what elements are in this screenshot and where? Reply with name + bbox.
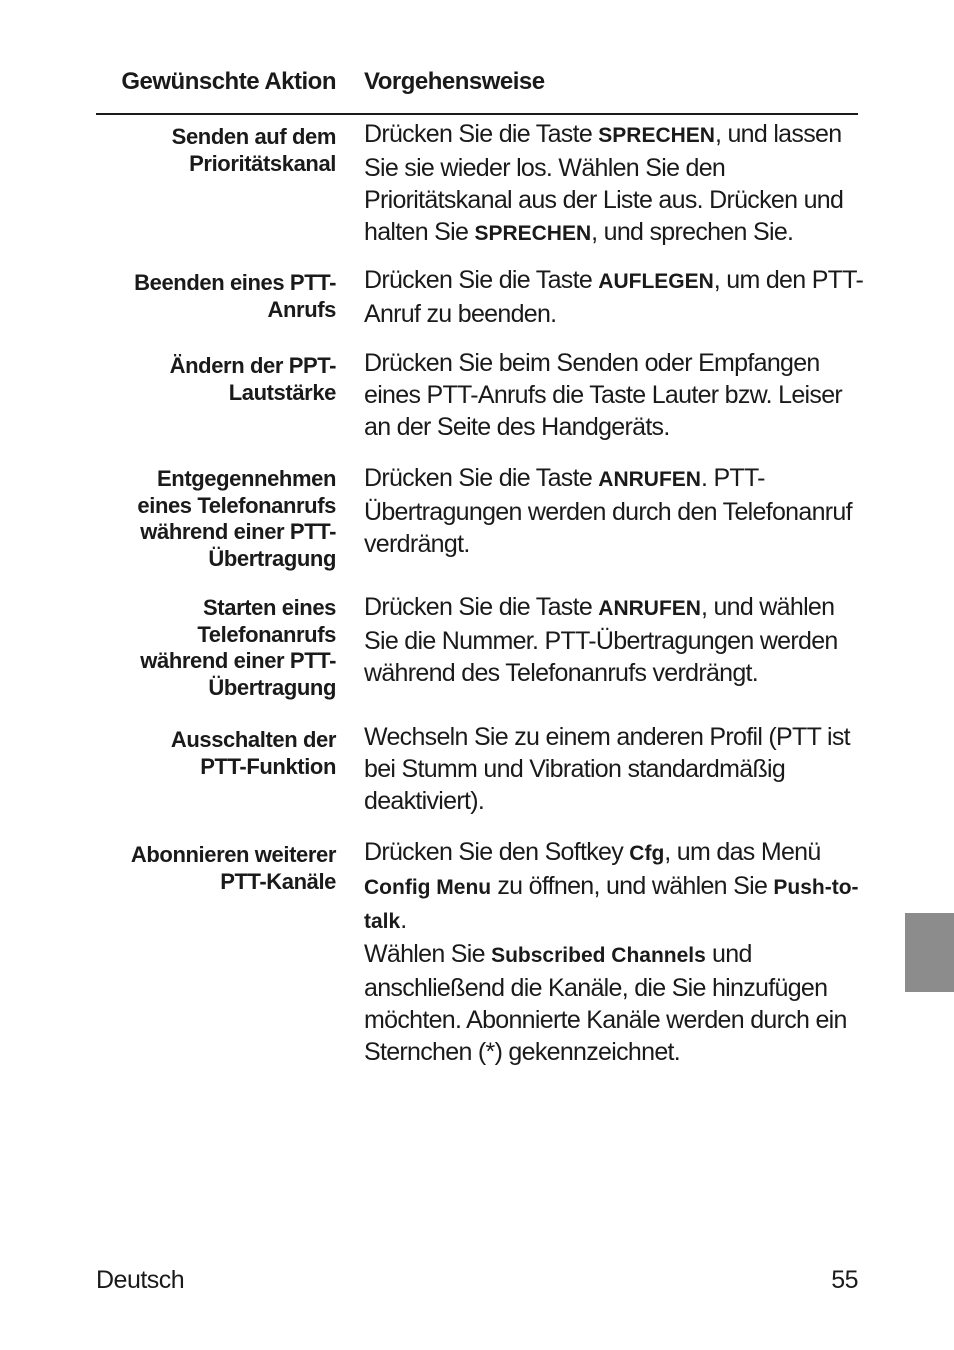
row-procedure	[364, 836, 858, 1068]
procedure-line	[364, 347, 858, 379]
row-action-line: PTT-Funktion	[200, 753, 336, 779]
row-action-line: Ändern der PPT-	[169, 353, 336, 378]
procedure-text: während des Telefonanrufs verdrängt.	[364, 659, 759, 687]
row-procedure	[364, 347, 858, 443]
procedure-line	[364, 298, 858, 330]
procedure-text: eines PTT-Anrufs die Taste Lauter bzw. Leiser	[364, 381, 843, 409]
row-action-line: Ausschalten der	[170, 727, 336, 752]
page-number: 55	[831, 1266, 858, 1294]
row-action-line: Beenden eines PTT-	[134, 270, 336, 295]
procedure-text: . PTT-	[700, 464, 765, 492]
key-label: Cfg	[629, 842, 665, 865]
row-action-line: Abonnieren weiterer	[130, 842, 336, 867]
row-action-line: Senden auf dem	[171, 124, 336, 149]
procedure-text: an der Seite des Handgeräts.	[364, 413, 670, 441]
procedure-line	[364, 657, 858, 689]
procedure-line	[364, 836, 858, 870]
procedure-text: Drücken Sie die Taste	[364, 266, 599, 294]
procedure-line	[364, 411, 858, 443]
procedure-text: Anruf zu beenden.	[364, 300, 557, 328]
header-desired-action: Gewünschte Aktion	[121, 68, 336, 95]
key-label: SPRECHEN	[474, 222, 592, 245]
row-action	[96, 124, 336, 177]
procedure-line	[364, 904, 858, 938]
key-label: ANRUFEN	[598, 468, 701, 491]
procedure-text: , und sprechen Sie.	[591, 218, 794, 246]
row-action	[96, 353, 336, 406]
row-action-line: während einer PTT-	[140, 648, 336, 673]
procedure-text: Drücken Sie den Softkey	[364, 838, 630, 866]
procedure-line	[364, 625, 858, 657]
procedure-line	[364, 118, 858, 152]
procedure-line	[364, 972, 858, 1004]
row-action-line: Telefonanrufs	[197, 621, 336, 647]
procedure-line	[364, 462, 858, 496]
procedure-line	[364, 184, 858, 216]
procedure-text: Drücken Sie die Taste	[364, 464, 599, 492]
procedure-line	[364, 1036, 858, 1068]
footer-language: Deutsch	[96, 1266, 185, 1294]
procedure-text: , um den PTT-	[713, 266, 864, 294]
procedure-line	[364, 1004, 858, 1036]
row-action-line: Starten eines	[203, 595, 336, 620]
row-action-line: eines Telefonanrufs	[137, 492, 336, 518]
row-procedure	[364, 591, 858, 689]
procedure-text: , und lassen	[714, 120, 842, 148]
row-action-line: Prioritätskanal	[189, 150, 336, 176]
procedure-text: deaktiviert).	[364, 787, 485, 815]
key-label: talk	[364, 910, 401, 933]
header-procedure: Vorgehensweise	[364, 68, 545, 95]
table-header	[96, 66, 858, 106]
procedure-line	[364, 152, 858, 184]
procedure-text: Übertragungen werden durch den Telefonanruf	[364, 498, 852, 526]
procedure-line	[364, 870, 858, 904]
row-action	[96, 595, 336, 701]
procedure-text: Wechseln Sie zu einem anderen Profil (PTT ist	[364, 723, 850, 751]
key-label: Subscribed Channels	[491, 944, 706, 967]
key-label: Push-to-	[773, 876, 859, 899]
procedure-text: Sie die Nummer. PTT-Übertragungen werden	[364, 627, 838, 655]
row-action	[96, 727, 336, 780]
key-label: Config Menu	[364, 876, 492, 899]
procedure-line	[364, 496, 858, 528]
procedure-text: , um das Menü	[664, 838, 821, 866]
procedure-text: verdrängt.	[364, 530, 470, 558]
procedure-line	[364, 528, 858, 560]
row-action	[96, 270, 336, 323]
row-procedure	[364, 721, 858, 817]
row-action-line: während einer PTT-	[140, 519, 336, 544]
row-action	[96, 842, 336, 895]
section-tab-marker	[905, 913, 954, 992]
row-action-line: Übertragung	[208, 545, 336, 571]
procedure-line	[364, 591, 858, 625]
row-procedure	[364, 118, 858, 250]
procedure-line	[364, 753, 858, 785]
procedure-text: Drücken Sie beim Senden oder Empfangen	[364, 349, 820, 377]
procedure-text: zu öffnen, und wählen Sie	[491, 872, 774, 900]
procedure-text: Prioritätskanal aus der Liste aus. Drücken und	[364, 186, 844, 214]
row-action-line: Entgegennehmen	[157, 466, 336, 491]
procedure-text: Sie sie wieder los. Wählen Sie den	[364, 154, 726, 182]
key-label: ANRUFEN	[598, 597, 701, 620]
row-action-line: Übertragung	[208, 674, 336, 700]
procedure-text: Drücken Sie die Taste	[364, 120, 599, 148]
procedure-line	[364, 785, 858, 817]
procedure-text: Sternchen (*) gekennzeichnet.	[364, 1038, 681, 1066]
procedure-line	[364, 264, 864, 298]
key-label: AUFLEGEN	[598, 270, 714, 293]
header-divider	[96, 113, 858, 115]
procedure-text: halten Sie	[364, 218, 475, 246]
procedure-line	[364, 938, 858, 972]
row-action-line: PTT-Kanäle	[220, 868, 336, 894]
row-procedure	[364, 462, 858, 560]
procedure-text: anschließend die Kanäle, die Sie hinzufügen	[364, 974, 828, 1002]
procedure-text: bei Stumm und Vibration standardmäßig	[364, 755, 786, 783]
procedure-text: .	[400, 906, 407, 934]
procedure-text: Drücken Sie die Taste	[364, 593, 599, 621]
procedure-text: , und wählen	[700, 593, 835, 621]
procedure-line	[364, 379, 858, 411]
key-label: SPRECHEN	[598, 124, 715, 147]
procedure-line	[364, 721, 858, 753]
row-action	[96, 466, 336, 572]
row-action-line: Anrufs	[267, 296, 336, 322]
row-action-line: Lautstärke	[228, 379, 336, 405]
procedure-text: Wählen Sie	[364, 940, 492, 968]
procedure-text: möchten. Abonnierte Kanäle werden durch ein	[364, 1006, 847, 1034]
procedure-line	[364, 216, 858, 250]
procedure-text: und	[705, 940, 752, 968]
row-procedure	[364, 264, 864, 330]
